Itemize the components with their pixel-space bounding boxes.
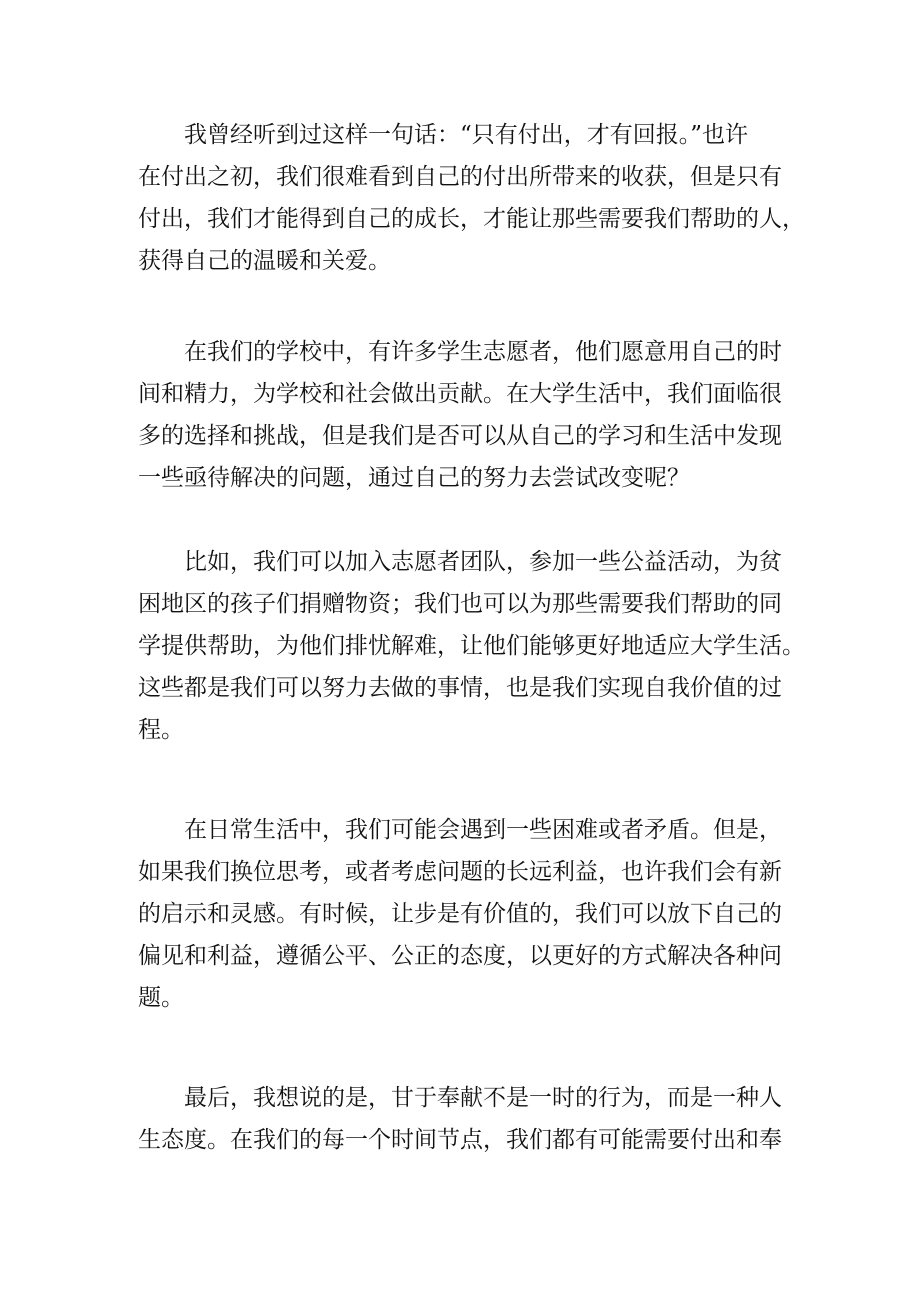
paragraph-1 xyxy=(138,114,805,282)
text-line: 程。 xyxy=(138,717,184,743)
text-line: 偏见和利益，遵循公平、公正的态度，以更好的方式解决各种问 xyxy=(138,943,782,969)
text-line: 在日常生活中，我们可能会遇到一些困难或者矛盾。但是， xyxy=(184,817,782,843)
text-line: 最后，我想说的是，甘于奉献不是一时的行为，而是一种人 xyxy=(184,1085,782,1111)
text-line: 获得自己的温暖和关爱。 xyxy=(138,248,391,274)
text-line: 学提供帮助，为他们排忧解难，让他们能够更好地适应大学生活。 xyxy=(138,633,805,659)
text-line: 付出，我们才能得到自己的成长，才能让那些需要我们帮助的人， xyxy=(138,206,805,232)
paragraph-4 xyxy=(138,809,798,1019)
text-line: 在付出之初，我们很难看到自己的付出所带来的收获，但是只有 xyxy=(138,164,782,190)
text-line: 我曾经听到过这样一句话：“只有付出，才有回报。”也许 xyxy=(184,122,749,148)
text-line: 题。 xyxy=(138,985,184,1011)
text-line: 的启示和灵感。有时候，让步是有价值的，我们可以放下自己的 xyxy=(138,901,782,927)
text-line: 间和精力，为学校和社会做出贡献。在大学生活中，我们面临很 xyxy=(138,381,782,407)
text-line: 如果我们换位思考，或者考虑问题的长远利益，也许我们会有新 xyxy=(138,859,782,885)
text-line: 这些都是我们可以努力去做的事情，也是我们实现自我价值的过 xyxy=(138,675,782,701)
paragraph-5 xyxy=(138,1077,798,1161)
text-line: 生态度。在我们的每一个时间节点，我们都有可能需要付出和奉 xyxy=(138,1127,782,1153)
text-line: 多的选择和挑战，但是我们是否可以从自己的学习和生活中发现 xyxy=(138,423,782,449)
paragraph-3 xyxy=(138,541,805,751)
paragraph-2 xyxy=(138,331,798,499)
text-line: 困地区的孩子们捐赠物资；我们也可以为那些需要我们帮助的同 xyxy=(138,591,782,617)
text-line: 一些亟待解决的问题，通过自己的努力去尝试改变呢？ xyxy=(138,465,690,491)
text-line: 在我们的学校中，有许多学生志愿者，他们愿意用自己的时 xyxy=(184,339,782,365)
text-line: 比如，我们可以加入志愿者团队，参加一些公益活动，为贫 xyxy=(184,549,782,575)
